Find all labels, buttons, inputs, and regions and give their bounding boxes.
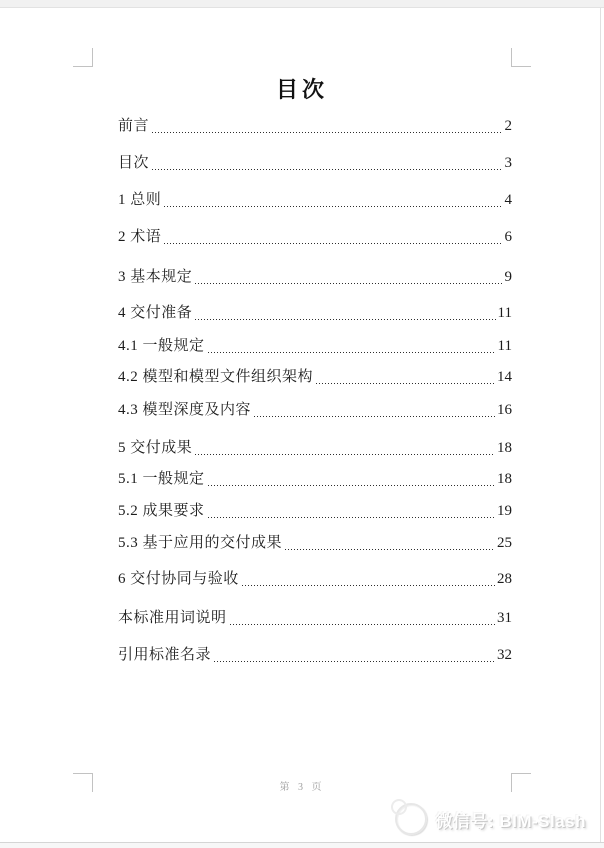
toc-entry-page: 32 <box>497 647 512 663</box>
toc-entry-label: 前言 <box>118 118 150 134</box>
viewport-bottom-band <box>0 843 604 848</box>
crop-mark-top-left <box>73 48 93 67</box>
toc-entry[interactable] <box>118 305 512 322</box>
toc-entry[interactable] <box>118 192 512 209</box>
toc-entry[interactable] <box>118 610 512 627</box>
toc-entry-label: 3 基本规定 <box>118 269 193 285</box>
toc-entry-page: 28 <box>497 571 512 587</box>
toc-entry-page: 14 <box>497 369 512 385</box>
toc-leader-dots <box>214 658 495 662</box>
toc-entry-label: 5.3 基于应用的交付成果 <box>118 535 283 551</box>
toc-entry-page: 11 <box>497 305 512 321</box>
toc-entry[interactable] <box>118 369 512 386</box>
viewport-top-band <box>0 0 604 8</box>
toc-leader-dots <box>208 349 496 353</box>
toc-leader-dots <box>164 240 502 244</box>
toc-entry-page: 18 <box>497 440 512 456</box>
toc-entry[interactable] <box>118 269 512 286</box>
toc-entry-page: 4 <box>504 192 512 208</box>
toc-leader-dots <box>316 380 495 384</box>
toc-leader-dots <box>164 203 502 207</box>
toc-entry-page: 31 <box>497 610 512 626</box>
toc-entry[interactable] <box>118 471 512 488</box>
toc-entry-page: 9 <box>504 269 512 285</box>
toc-entry-label: 5.2 成果要求 <box>118 503 205 519</box>
page-number-footer: 第 3 页 <box>279 782 325 793</box>
watermark <box>395 803 586 835</box>
toc-leader-dots <box>230 621 495 625</box>
toc-entry-label: 5.1 一般规定 <box>118 471 205 487</box>
toc-entry-label: 4 交付准备 <box>118 305 193 321</box>
toc-leader-dots <box>285 546 495 550</box>
toc-leader-dots <box>242 582 495 586</box>
toc-entry-label: 4.3 模型深度及内容 <box>118 402 252 418</box>
toc-leader-dots <box>195 451 495 455</box>
toc-entry-label: 1 总则 <box>118 192 162 208</box>
page-title: 目次 <box>275 77 328 102</box>
toc-entry-page: 25 <box>497 535 512 551</box>
toc-leader-dots <box>152 129 502 133</box>
toc-leader-dots <box>208 514 495 518</box>
toc-entry-page: 16 <box>497 402 512 418</box>
toc-entry-label: 5 交付成果 <box>118 440 193 456</box>
toc-entry-label: 4.2 模型和模型文件组织架构 <box>118 369 314 385</box>
toc-entry-page: 6 <box>504 229 512 245</box>
toc-entry-page: 2 <box>504 118 512 134</box>
crop-mark-top-right <box>511 48 531 67</box>
toc-entry-page: 3 <box>504 155 512 171</box>
toc-leader-dots <box>254 413 495 417</box>
toc-leader-dots <box>208 482 495 486</box>
toc-entry[interactable] <box>118 440 512 457</box>
toc-entry[interactable] <box>118 155 512 172</box>
bim-slash-logo-icon <box>395 803 427 835</box>
toc-entry-page: 19 <box>497 503 512 519</box>
toc-entry-label: 2 术语 <box>118 229 162 245</box>
toc-entry[interactable] <box>118 118 512 135</box>
toc-entry[interactable] <box>118 229 512 246</box>
toc-entry[interactable] <box>118 647 512 664</box>
toc-entry-label: 本标准用词说明 <box>118 610 227 626</box>
toc-leader-dots <box>195 280 502 284</box>
toc-entry[interactable] <box>118 571 512 588</box>
toc-entry[interactable] <box>118 535 512 552</box>
toc-entry[interactable] <box>118 402 512 419</box>
watermark-text: 微信号: BIM-Slash <box>435 811 586 831</box>
toc-entry-label: 目次 <box>118 155 150 171</box>
toc-entry-page: 11 <box>497 338 512 354</box>
viewport-right-edge <box>600 8 601 842</box>
toc-entry[interactable] <box>118 503 512 520</box>
toc-entry-label: 引用标准名录 <box>118 647 212 663</box>
toc-leader-dots <box>152 166 502 170</box>
toc-entry-label: 6 交付协同与验收 <box>118 571 239 587</box>
toc-leader-dots <box>195 316 495 320</box>
toc-entry-page: 18 <box>497 471 512 487</box>
toc-entry[interactable] <box>118 338 512 355</box>
toc-entry-label: 4.1 一般规定 <box>118 338 205 354</box>
